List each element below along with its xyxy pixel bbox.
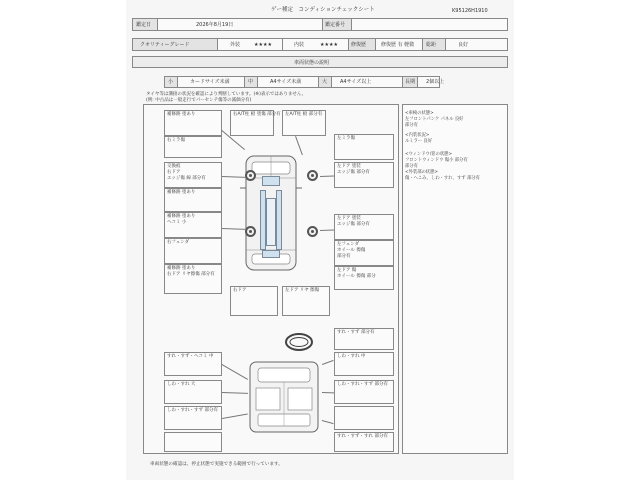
repair-value: 修復歴 有 軽微 xyxy=(381,42,415,48)
side-l5: 部分有 xyxy=(405,164,418,169)
box-rear-right1 xyxy=(334,328,394,350)
legend-key-0: 小 xyxy=(168,79,174,85)
right-window-glass xyxy=(276,190,282,250)
box-rear-right1-line: すれ・すず 部分有 xyxy=(337,330,375,335)
box-left3 xyxy=(164,188,222,212)
odo-value: 良好 xyxy=(458,42,469,48)
box-left4-line1: ヘコミ 小 xyxy=(167,220,187,225)
box-left6-line0: 補修跡 塗あり xyxy=(167,266,196,271)
box-left6-line1: 右ドア リヤ擦傷 部分有 xyxy=(167,272,215,277)
box-top-mid1-line: 右A/T柱 板 塗傷 部分有 xyxy=(233,112,281,117)
box-right2-line0: 左ドア 塗装 xyxy=(337,164,361,169)
side-l3: ルミラー 良好 xyxy=(405,139,433,144)
rear-left-tire-icon xyxy=(245,226,256,237)
box-rear-right2 xyxy=(334,352,394,376)
box-right1-line: 左ミラ傷 xyxy=(337,136,355,141)
exterior-label: 外装 xyxy=(230,42,241,48)
legend-desc-3: 2個以上 xyxy=(426,79,445,85)
side-l4: フロントウィンドウ 傷小 部分有 xyxy=(405,158,468,163)
box-rear-left4 xyxy=(164,432,222,452)
odo-label: 総距 xyxy=(426,42,437,48)
rear-glass xyxy=(262,250,280,258)
side-h1: <車検の状態> xyxy=(405,111,434,116)
box-bottom-mid2 xyxy=(282,286,330,316)
box-left2-line2: エッジ傷 線 部分有 xyxy=(167,176,206,181)
legend-key-1: 中 xyxy=(248,79,254,85)
steering-wheel-icon xyxy=(284,332,314,352)
box-rear-right2-line: しわ・すれ 中 xyxy=(337,354,366,359)
box-right2 xyxy=(334,162,394,188)
box-rear-right4-line: すれ・すず・すれ 部分有 xyxy=(337,434,388,439)
box-right5 xyxy=(334,266,394,290)
legend-desc-2: A4サイズ以上 xyxy=(340,79,372,85)
rear-right-tire-icon xyxy=(307,226,318,237)
box-rear-left2-line: しわ・すれ 大 xyxy=(167,382,196,387)
condition-sheet xyxy=(126,0,514,480)
section-title: 車両状態の説明 xyxy=(294,60,330,66)
side-l1: 左フロントパンク パネル 良好 xyxy=(405,117,464,122)
box-left5-line: 右フェンダ xyxy=(167,240,190,245)
side-h2: <内装状況> xyxy=(405,133,430,138)
box-rear-left3 xyxy=(164,406,222,430)
side-l6: 傷・へこみ、しわ・すれ、すず 部分有 xyxy=(405,176,480,181)
box-top-mid2-line: 左A/T柱 板 部分有 xyxy=(285,112,323,117)
box-bottom-mid2-line: 左ドア リヤ 擦傷 xyxy=(285,288,320,293)
box-left3-line: 補修跡 塗あり xyxy=(167,190,196,195)
box-left4-line0: 補修跡 塗あり xyxy=(167,214,196,219)
box-right3-line1: エッジ傷 部分有 xyxy=(337,222,370,227)
front-right-tire-icon xyxy=(307,170,318,181)
box-rear-right-extra xyxy=(334,406,394,430)
legend-key-2: 大 xyxy=(322,79,328,85)
box-left5 xyxy=(164,238,222,264)
box-left1-line: 右ミラ傷 xyxy=(167,138,185,143)
interior-label: 内装 xyxy=(294,42,305,48)
note-line2: (例: 中古品は一般走行でパーセンテ傷等の減価分有) xyxy=(146,98,252,103)
interior-value: ★★★★ xyxy=(320,42,338,48)
windshield-glass xyxy=(262,176,280,186)
box-rear-left3-line: しわ・すれ・すず 部分有 xyxy=(167,408,218,413)
legend-key-3: 長期 xyxy=(405,79,416,85)
box-right4 xyxy=(334,240,394,266)
box-right1 xyxy=(334,134,394,160)
box-left4 xyxy=(164,212,222,238)
quality-label: クオリティーグレード xyxy=(140,42,190,48)
footer-note: 車両状態の確認は、停止状態で実施できる範囲で行っています。 xyxy=(150,462,283,467)
repair-label: 修復歴 xyxy=(351,42,367,48)
box-top-mid1 xyxy=(230,110,281,136)
box-left6 xyxy=(164,264,222,294)
box-rear-left2 xyxy=(164,380,222,404)
box-left2 xyxy=(164,162,222,188)
box-right5-line0: 左ドア 傷 xyxy=(337,268,357,273)
box-right3 xyxy=(334,214,394,240)
box-rear-right4 xyxy=(334,432,394,452)
box-left1 xyxy=(164,136,222,158)
front-left-tire-icon xyxy=(245,170,256,181)
info-row xyxy=(132,18,508,31)
box-bottom-mid1-line: 右ドア xyxy=(233,288,247,293)
box-rear-left1 xyxy=(164,352,222,376)
legend-desc-0: カードサイズ未満 xyxy=(190,79,230,85)
box-top-left xyxy=(164,110,222,136)
box-right3-line0: 左ドア 塗装 xyxy=(337,216,361,221)
box-left2-line1: 右ドア xyxy=(167,170,181,175)
grade-divider xyxy=(282,38,283,51)
note-line1: タイヤ等は溝接の状況を確認により判断しています。(※)表示ではありません。 xyxy=(146,92,307,97)
box-right5-line1: ホイール 擦傷 部分 xyxy=(337,274,376,279)
side-l2: 部分有 xyxy=(405,123,418,128)
side-h3: <ウィンドウ/窓の状態> xyxy=(405,152,453,157)
box-bottom-mid1 xyxy=(230,286,278,316)
box-rear-right3 xyxy=(334,380,394,404)
box-rear-right3-line: しわ・すれ・すず 部分有 xyxy=(337,382,388,387)
box-right4-line2: 部分有 xyxy=(337,254,351,259)
date-value: 2026年8月19日 xyxy=(196,22,234,28)
box-right4-line0: 左フェンダ xyxy=(337,242,360,247)
roof-glass xyxy=(266,198,276,246)
box-right2-line1: エッジ傷 部分有 xyxy=(337,170,370,175)
box-top-left-line: 補修跡 塗あり xyxy=(167,112,196,117)
sheet-code: K95126H1910 xyxy=(452,8,488,14)
date-label: 鑑定日 xyxy=(136,22,152,28)
box-rear-left1-line: すれ・すず・ヘコミ 中 xyxy=(167,354,214,359)
legend-desc-1: A4サイズ未満 xyxy=(270,79,302,85)
exterior-value: ★★★★ xyxy=(254,42,272,48)
car-rear-view xyxy=(244,356,324,436)
reg-label: 鑑定番号 xyxy=(325,22,346,28)
box-left2-line0: 交換痕 xyxy=(167,164,181,169)
side-h4: <外装部の状態> xyxy=(405,170,438,175)
box-top-mid2 xyxy=(282,110,326,136)
box-right4-line1: ホイール 擦傷 xyxy=(337,248,366,253)
sheet-title: ゲー種定 コンディションチェックシート xyxy=(271,7,375,13)
